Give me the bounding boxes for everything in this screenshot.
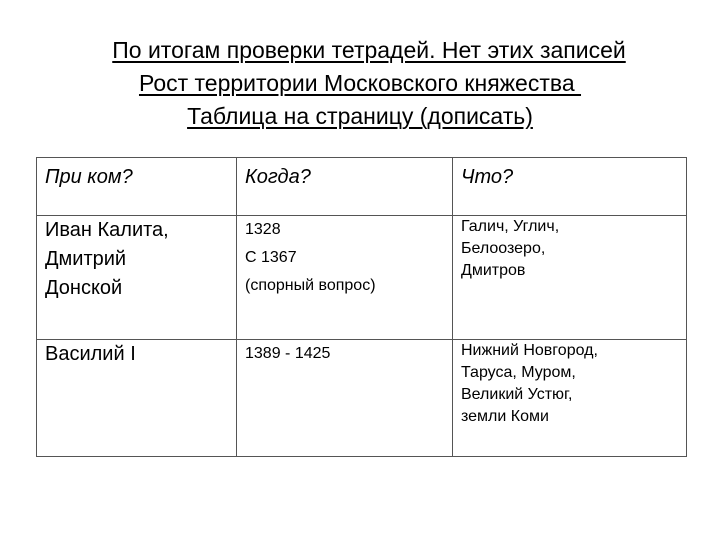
- ruler-line: Василий I: [45, 343, 136, 365]
- date-cell: [237, 340, 453, 457]
- table-row: [37, 340, 687, 457]
- territory-line: Дмитров: [461, 262, 526, 279]
- date-line: С 1367: [245, 249, 297, 266]
- table-header-row: [37, 158, 687, 216]
- ruler-cell: [37, 216, 237, 340]
- territory-cell: [453, 340, 687, 457]
- date-line: 1389 - 1425: [245, 345, 331, 362]
- territory-line: Белоозеро,: [461, 240, 546, 257]
- territory-table: [36, 157, 687, 457]
- title-line-1: По итогам проверки тетрадей. Нет этих записей: [112, 37, 626, 63]
- ruler-line: Иван Калита,: [45, 219, 169, 241]
- header-date: Когда?: [237, 158, 453, 216]
- territory-line: Галич, Углич,: [461, 218, 560, 235]
- title-line-3: Таблица на страницу (дописать): [187, 103, 533, 129]
- table-row: [37, 216, 687, 340]
- ruler-line: Донской: [45, 277, 123, 299]
- date-line: 1328: [245, 221, 281, 238]
- header-territory: Что?: [453, 158, 687, 216]
- title-line-2: Рост территории Московского княжества: [138, 70, 582, 96]
- territory-line: Таруса, Муром,: [461, 364, 576, 381]
- ruler-cell: [37, 340, 237, 457]
- territory-cell: [453, 216, 687, 340]
- slide-title: [0, 34, 720, 133]
- date-cell: [237, 216, 453, 340]
- territory-line: Нижний Новгород,: [461, 342, 598, 359]
- header-ruler: При ком?: [37, 158, 237, 216]
- territory-line: Великий Устюг,: [461, 386, 573, 403]
- ruler-line: Дмитрий: [45, 248, 127, 270]
- territory-line: земли Коми: [461, 408, 549, 425]
- date-line: (спорный вопрос): [245, 277, 376, 294]
